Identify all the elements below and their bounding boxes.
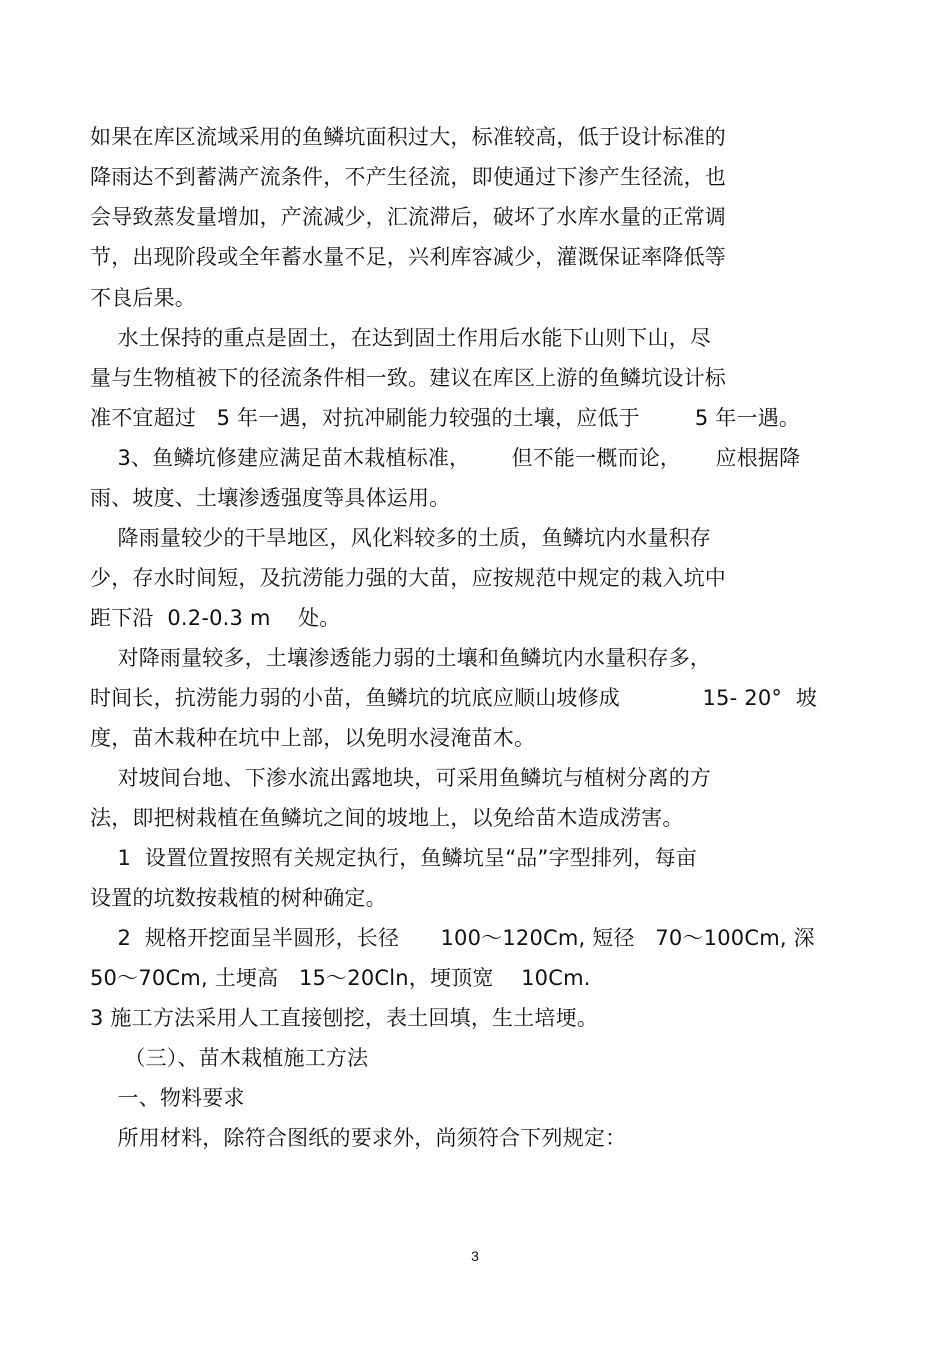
text-line: 1 设置位置按照有关规定执行，鱼鳞坑呈“品”字型排列，每亩 xyxy=(90,846,697,870)
text-line: 对坡间台地、下渗水流出露地块，可采用鱼鳞坑与植树分离的方 xyxy=(90,766,712,790)
text-line: 不良后果。 xyxy=(90,286,196,310)
text-line: 距下沿 0.2-0.3 m 处。 xyxy=(90,606,341,630)
text-line: 时间长，抗涝能力弱的小苗，鱼鳞坑的坑底应顺山坡修成 15- 20° 坡 xyxy=(90,686,818,710)
text-line: 一、物料要求 xyxy=(90,1086,245,1110)
text-line: 会导致蒸发量增加，产流减少，汇流滞后，破坏了水库水量的正常调 xyxy=(90,205,726,229)
text-line: 降雨达不到蓄满产流条件，不产生径流，即使通过下渗产生径流，也 xyxy=(90,165,726,189)
text-line: 雨、坡度、土壤渗透强度等具体运用。 xyxy=(90,486,451,510)
text-line: 水土保持的重点是固土，在达到固土作用后水能下山则下山，尽 xyxy=(90,326,712,350)
text-line: 3 施工方法采用人工直接刨挖，表土回填，生土培埂。 xyxy=(90,1006,599,1030)
text-line: 50～70Cm, 土埂高 15～20Cln，埂顶宽 10Cm. xyxy=(90,966,591,990)
text-line: 少，存水时间短，及抗涝能力强的大苗，应按规范中规定的栽入坑中 xyxy=(90,566,726,590)
page-number: 3 xyxy=(471,1248,479,1264)
text-line: 降雨量较少的干旱地区，风化料较多的土质，鱼鳞坑内水量积存 xyxy=(90,526,712,550)
text-line: 如果在库区流域采用的鱼鳞坑面积过大，标准较高，低于设计标准的 xyxy=(90,125,726,149)
text-line: 准不宜超过 5 年一遇，对抗冲刷能力较强的土壤，应低于 5 年一遇。 xyxy=(90,406,801,430)
text-line: 度，苗木栽种在坑中上部，以免明水浸淹苗木。 xyxy=(90,726,536,750)
text-line: 3、鱼鳞坑修建应满足苗木栽植标准， 但不能一概而论， 应根据降 xyxy=(90,446,801,470)
text-line: （三）、苗木栽植施工方法 xyxy=(90,1046,369,1070)
text-line: 量与生物植被下的径流条件相一致。建议在库区上游的鱼鳞坑设计标 xyxy=(90,366,726,390)
text-line: 所用材料，除符合图纸的要求外，尚须符合下列规定： xyxy=(90,1126,627,1150)
text-line: 法，即把树栽植在鱼鳞坑之间的坡地上，以免给苗木造成涝害。 xyxy=(90,806,684,830)
text-line: 对降雨量较多，土壤渗透能力弱的土壤和鱼鳞坑内水量积存多， xyxy=(90,646,712,670)
text-line: 节，出现阶段或全年蓄水量不足，兴利库容减少，灌溉保证率降低等 xyxy=(90,245,726,269)
text-line: 设置的坑数按栽植的树种确定。 xyxy=(90,886,387,910)
text-line: 2 规格开挖面呈半圆形，长径 100～120Cm, 短径 70～100Cm, 深 xyxy=(90,926,815,950)
